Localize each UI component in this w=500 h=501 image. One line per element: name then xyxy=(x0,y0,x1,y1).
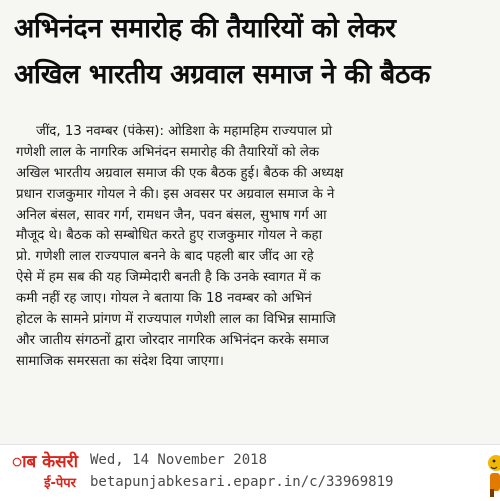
body-line: कमी नहीं रह जाए। गोयल ने बताया कि 18 नवम्बर को अभिनं xyxy=(16,291,312,307)
article-headline xyxy=(14,6,494,98)
publication-meta xyxy=(90,449,393,493)
publication-logo[interactable] xyxy=(0,447,82,497)
body-line: गणेशी लाल के नागरिक अभिनंदन समारोह की तैयारियों को लेक xyxy=(16,144,320,160)
epaper-footer xyxy=(0,444,500,501)
headline-line-1: अभिनंदन समारोह की तैयारियों को लेकर xyxy=(14,13,396,44)
body-line: अखिल भारतीय अग्रवाल समाज की एक बैठक हुई। बैठक की अध्यक्ष xyxy=(16,165,344,181)
body-line: प्रो. गणेशी लाल राज्यपाल बनने के बाद पहली बार जींद आ रहे xyxy=(16,249,314,265)
publication-date: Wed, 14 November 2018 xyxy=(90,452,268,468)
body-line: अनिल बंसल, सावर गर्ग, रामधन जैन, पवन बंसल, सुभाष गर्ग आ xyxy=(16,207,327,223)
mascot-icon xyxy=(484,453,500,497)
headline-line-2: अखिल भारतीय अग्रवाल समाज ने की बैठक xyxy=(14,59,431,90)
article-body xyxy=(16,122,496,373)
body-line: मौजूद थे। बैठक को सम्बोधित करते हुए राजकुमार गोयल ने कहा xyxy=(16,228,323,244)
epaper-url[interactable]: betapunjabkesari.epapr.in/c/33969819 xyxy=(90,474,394,490)
body-line: जींद, 13 नवम्बर (पंकेस): ओडिशा के महामहिम राज्यपाल प्रो xyxy=(36,124,333,139)
body-line: ऐसे में हम सब की यह जिम्मेदारी बनती है कि उनके स्वागत में क xyxy=(16,270,321,286)
logo-brand-text: ाब केसरी xyxy=(11,452,78,472)
body-line: और जातीय संगठनों द्वारा जोरदार नागरिक अभिनंदन करके समाज xyxy=(16,332,329,348)
body-line: होटल के सामने प्रांगण में राज्यपाल गणेशी लाल का विभिन्न सामाजि xyxy=(16,312,336,328)
logo-epaper-text: ई-पेपर xyxy=(44,476,76,491)
body-line: सामाजिक समरसता का संदेश दिया जाएगा। xyxy=(16,353,224,369)
body-line: प्रधान राजकुमार गोयल ने की। इस अवसर पर अग्रवाल समाज के ने xyxy=(16,186,335,202)
